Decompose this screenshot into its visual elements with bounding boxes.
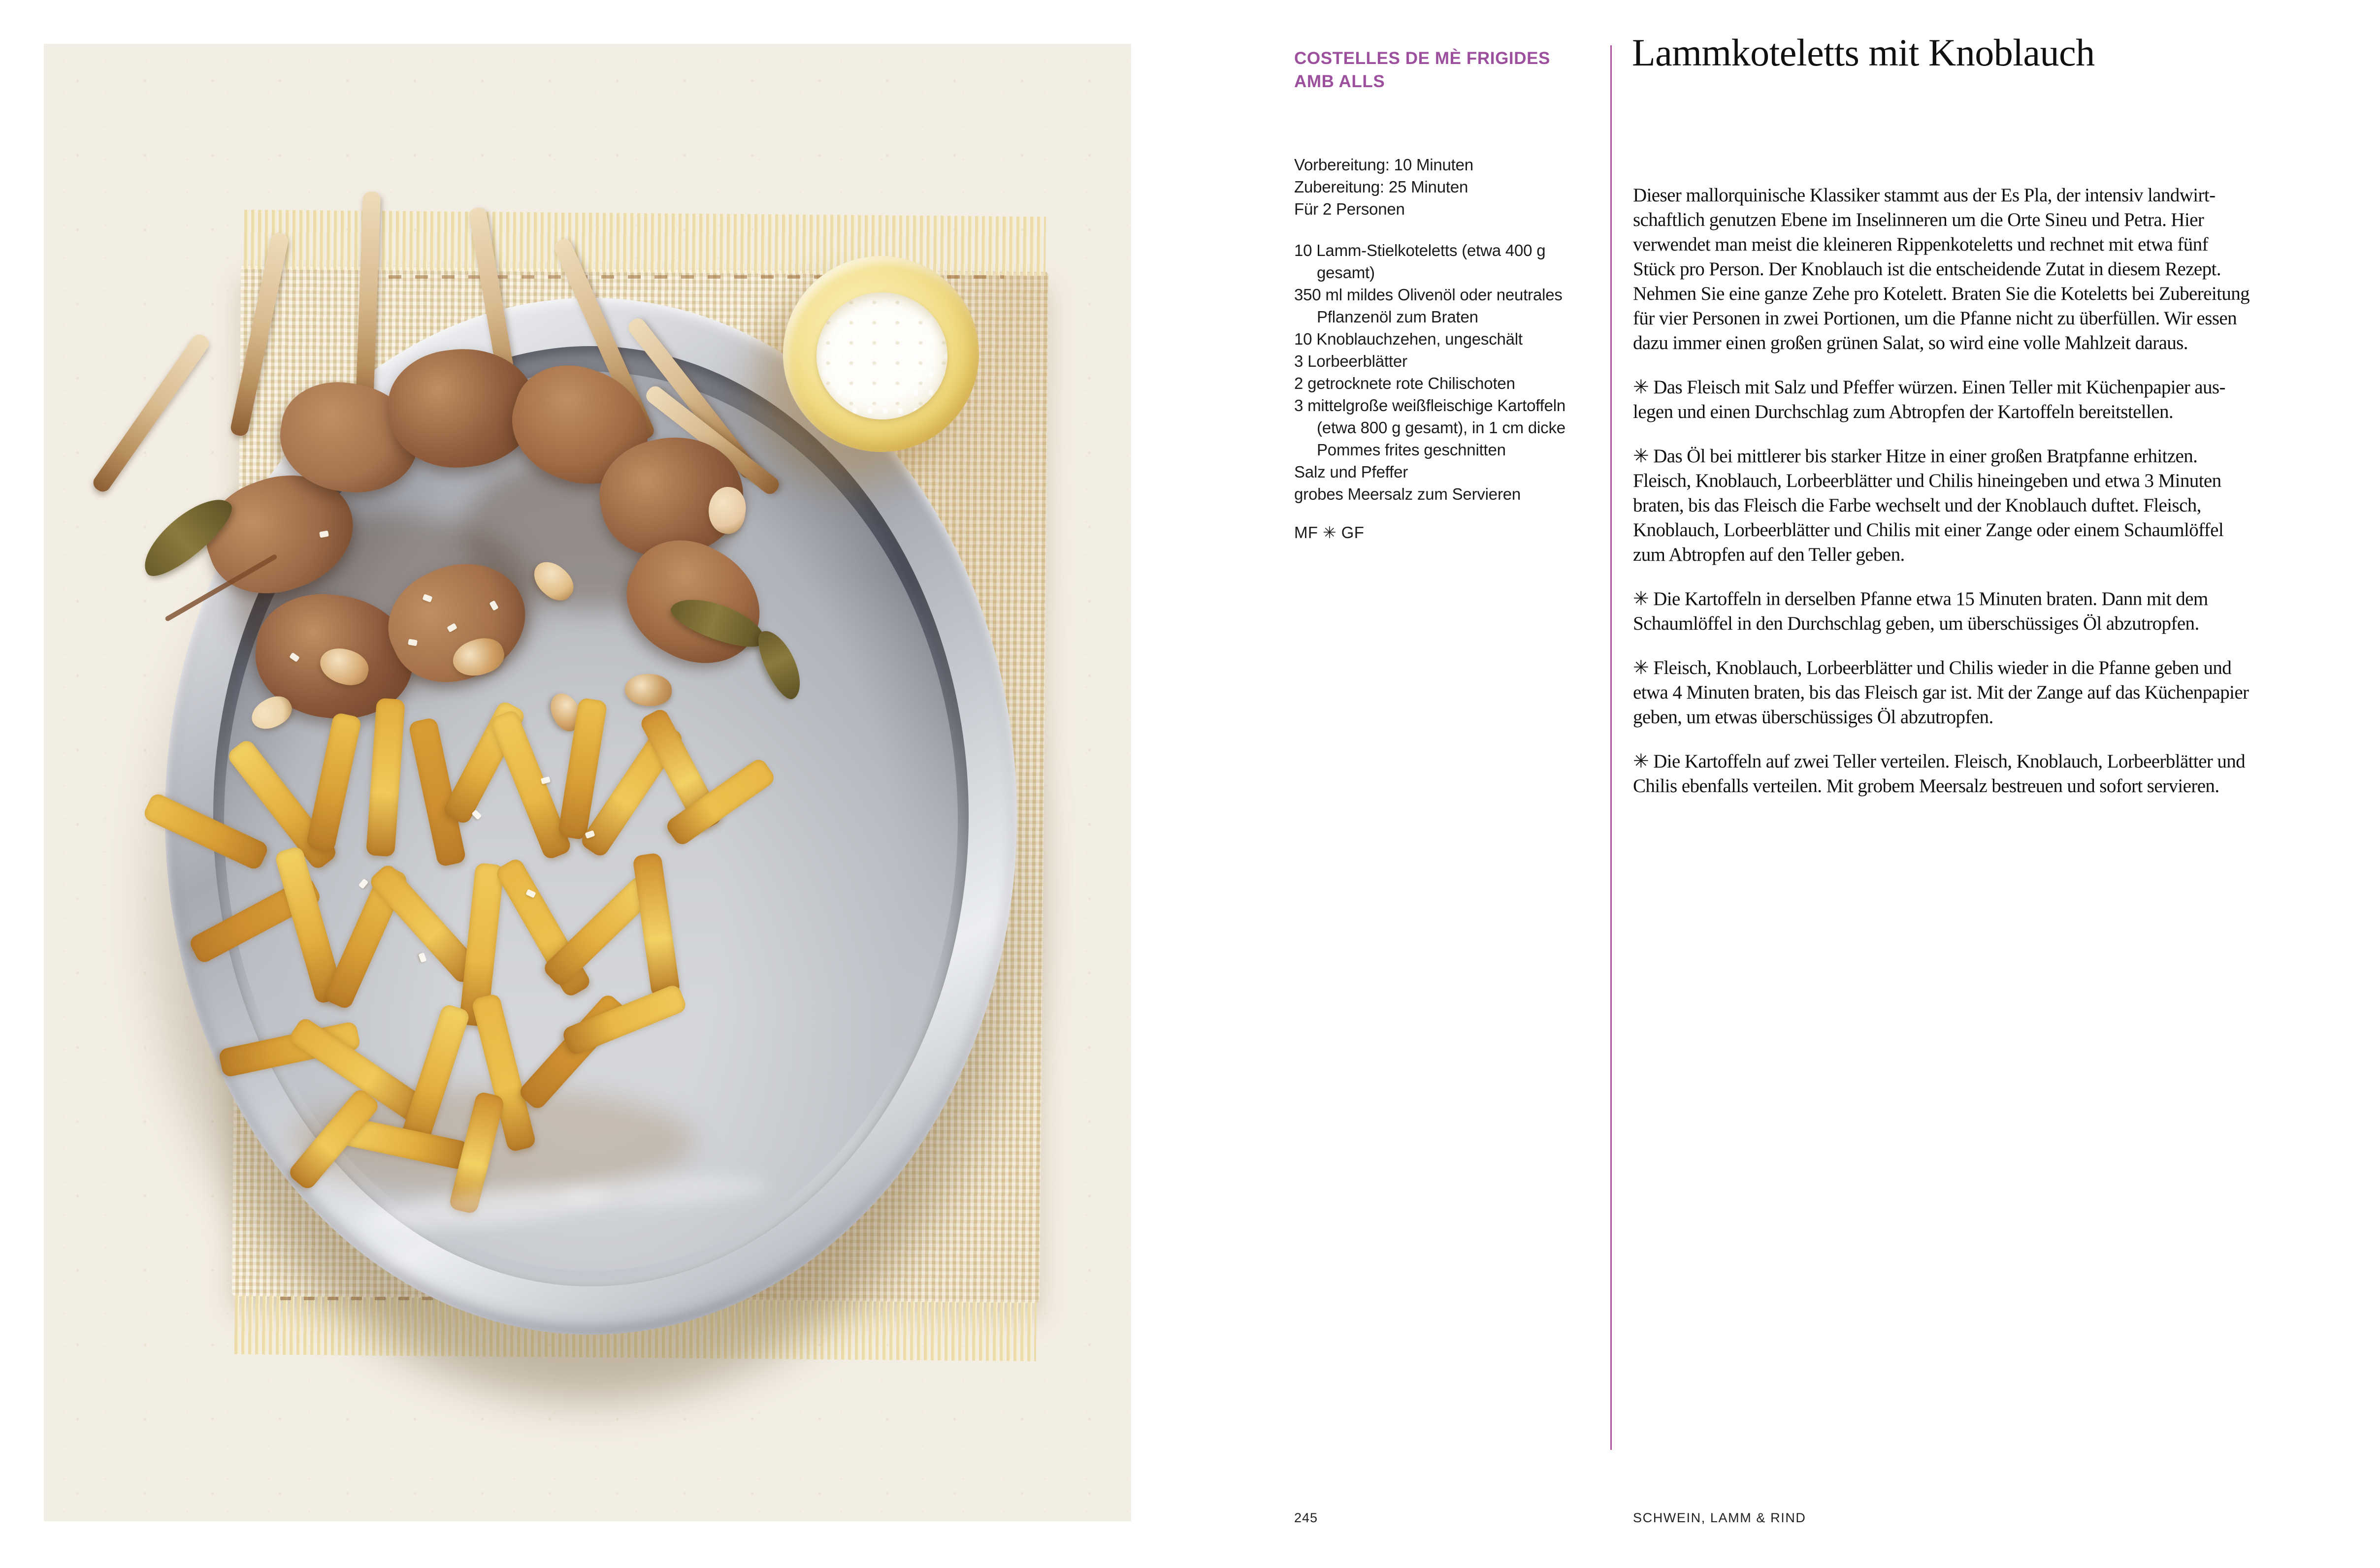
ingredient-line: 2 getrocknete rote Chilischoten <box>1294 374 1515 392</box>
body-line: verwendet man meist die kleineren Rippenkoteletts und rechnet mit etwa fünf <box>1633 234 2208 255</box>
recipe-photo <box>44 44 1131 1521</box>
french-fry <box>366 698 405 857</box>
body-line: Schaumlöffel in den Durchschlag geben, um überschüssiges Öl abzutropfen. <box>1633 613 2199 634</box>
intro-paragraph <box>1633 183 2250 355</box>
ingredient-line: (etwa 800 g gesamt), in 1 cm dicke <box>1317 418 1565 437</box>
ingredient-list <box>1294 239 1565 505</box>
step-paragraph <box>1633 656 2250 730</box>
step-paragraph <box>1633 444 2250 567</box>
ingredient-line: Pflanzenöl zum Braten <box>1317 308 1478 326</box>
step-paragraph <box>1633 375 2250 424</box>
body-line: ✳ Das Öl bei mittlerer bis starker Hitze in einer großen Bratpfanne erhitzen. <box>1633 446 2198 467</box>
french-fry <box>561 983 688 1056</box>
recipe-title: Lammkoteletts mit Knoblauch <box>1632 31 2095 74</box>
salt-bowl <box>783 256 979 452</box>
body-line: Fleisch, Knoblauch, Lorbeerblätter und Chilis hineingeben und etwa 3 Minuten <box>1633 470 2221 491</box>
ingredient-line: 3 Lorbeerblätter <box>1294 352 1407 370</box>
ingredient-line: Salz und Pfeffer <box>1294 463 1408 481</box>
recipe-body <box>1633 183 2250 818</box>
body-line: Chilis ebenfalls verteilen. Mit grobem Meersalz bestreuen und sofort servieren. <box>1633 775 2219 797</box>
body-line: Stück pro Person. Der Knoblauch ist die entscheidende Zutat in diesem Rezept. <box>1633 258 2221 280</box>
body-line: Nehmen Sie eine ganze Zehe pro Kotelett. Braten Sie die Koteletts bei Zubereitung <box>1633 283 2250 304</box>
french-fry <box>306 712 362 853</box>
ingredient-line: gesamt) <box>1317 263 1375 282</box>
step-paragraph <box>1633 749 2250 799</box>
garlic-clove <box>625 674 672 706</box>
lamb-chop-bone <box>229 231 290 437</box>
body-line: Knoblauch, Lorbeerblätter und Chilis mit einer Zange oder einem Schaumlöffel <box>1633 519 2224 541</box>
body-line: Dieser mallorquinische Klassiker stammt aus der Es Pla, der intensiv landwirt- <box>1633 185 2216 206</box>
food-arrangement <box>44 44 1131 1521</box>
body-line: ✳ Das Fleisch mit Salz und Pfeffer würzen. Einen Teller mit Küchenpapier aus- <box>1633 377 2225 398</box>
salt-flake <box>418 952 426 962</box>
french-fry <box>494 857 592 999</box>
catalan-recipe-name-line2: AMB ALLS <box>1294 72 1385 91</box>
french-fry <box>489 708 573 861</box>
body-line: ✳ Die Kartoffeln auf zwei Teller verteilen. Fleisch, Knoblauch, Lorbeerblätter und <box>1633 751 2246 772</box>
step-paragraph <box>1633 587 2250 636</box>
body-line: legen und einen Durchschlag zum Abtropfen der Kartoffeln bereitstellen. <box>1633 401 2174 422</box>
body-line: zum Abtropfen auf den Teller geben. <box>1633 544 1905 565</box>
body-line: etwa 4 Minuten braten, bis das Fleisch gar ist. Mit der Zange auf das Küchenpapier <box>1633 682 2249 703</box>
ingredient-line: 350 ml mildes Olivenöl oder neutrales <box>1294 286 1563 304</box>
salt-flake <box>359 878 369 889</box>
page-number: 245 <box>1294 1510 1318 1525</box>
ingredient-line: Pommes frites geschnitten <box>1317 441 1506 459</box>
catalan-recipe-name <box>1294 47 1550 93</box>
body-line: braten, bis das Fleisch die Farbe wechselt und der Knoblauch duftet. Fleisch, <box>1633 495 2201 516</box>
ingredient-line: 3 mittelgroße weißfleischige Kartoffeln <box>1294 396 1566 415</box>
body-line: ✳ Die Kartoffeln in derselben Pfanne etwa 15 Minuten braten. Dann mit dem <box>1633 588 2208 609</box>
chapter-footer: SCHWEIN, LAMM & RIND <box>1633 1510 1806 1525</box>
french-fry <box>142 792 270 871</box>
ingredient-line: 10 Knoblauchzehen, ungeschält <box>1294 330 1523 348</box>
lamb-chop-bone <box>90 331 212 495</box>
body-line: ✳ Fleisch, Knoblauch, Lorbeerblätter und Chilis wieder in die Pfanne geben und <box>1633 657 2232 678</box>
body-line: schaftlich genutzen Ebene im Inselinneren um die Orte Sineu und Petra. Hier <box>1633 209 2204 230</box>
divider-rule <box>1610 45 1612 1450</box>
ingredient-line: grobes Meersalz zum Servieren <box>1294 485 1521 503</box>
body-line: geben, um etwas überschüssiges Öl abzutropfen. <box>1633 706 1993 728</box>
body-line: dazu immer einen großen grünen Salat, so wird eine volle Mahlzeit daraus. <box>1633 332 2188 353</box>
servings: Für 2 Personen <box>1294 200 1405 218</box>
prep-time: Vorbereitung: 10 Minuten <box>1294 156 1473 174</box>
bay-leaf <box>751 624 809 704</box>
recipe-meta <box>1294 154 1473 220</box>
body-line: für vier Personen in zwei Portionen, um die Pfanne nicht zu überfüllen. Wir essen <box>1633 308 2237 329</box>
catalan-recipe-name-line1: COSTELLES DE MÈ FRIGIDES <box>1294 49 1551 68</box>
sea-salt-flakes <box>816 292 947 419</box>
cook-time: Zubereitung: 25 Minuten <box>1294 178 1468 196</box>
diet-badge: MF ✳ GF <box>1294 523 1365 542</box>
french-fry <box>632 852 681 997</box>
ingredient-line: 10 Lamm-Stielkoteletts (etwa 400 g <box>1294 241 1546 259</box>
